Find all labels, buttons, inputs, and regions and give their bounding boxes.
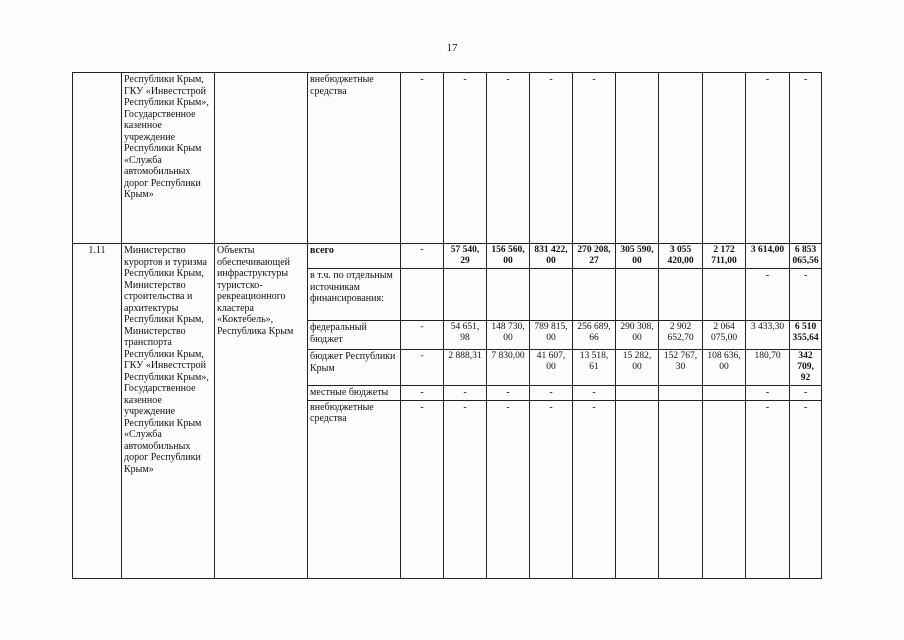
value-cell: - bbox=[401, 386, 444, 401]
value-cell: - bbox=[401, 400, 444, 578]
value-cell bbox=[444, 269, 487, 321]
value-cell bbox=[659, 73, 703, 244]
value-cell: 290 308, 00 bbox=[616, 321, 659, 350]
page-number: 17 bbox=[446, 42, 458, 54]
value-cell: 41 607, 00 bbox=[530, 350, 573, 386]
value-cell: - bbox=[790, 73, 822, 244]
value-cell bbox=[616, 269, 659, 321]
value-cell bbox=[616, 73, 659, 244]
source-cell: бюджет Республики Крым bbox=[308, 350, 401, 386]
value-cell: - bbox=[444, 73, 487, 244]
value-cell: - bbox=[530, 400, 573, 578]
value-cell: - bbox=[487, 73, 530, 244]
row-index-cell: 1.11 bbox=[73, 244, 122, 579]
value-cell: 789 815, 00 bbox=[530, 321, 573, 350]
value-cell: 2 902 652,70 bbox=[659, 321, 703, 350]
value-cell: 305 590, 00 bbox=[616, 244, 659, 269]
value-cell: 3 433,30 bbox=[746, 321, 790, 350]
value-cell: - bbox=[401, 321, 444, 350]
value-cell: 831 422, 00 bbox=[530, 244, 573, 269]
value-cell: 6 510 355,64 bbox=[790, 321, 822, 350]
value-cell: - bbox=[401, 350, 444, 386]
value-cell: 270 208, 27 bbox=[573, 244, 616, 269]
value-cell: 108 636, 00 bbox=[703, 350, 746, 386]
value-cell: - bbox=[444, 386, 487, 401]
value-cell bbox=[659, 400, 703, 578]
source-cell: внебюджетные средства bbox=[308, 400, 401, 578]
value-cell: 152 767, 30 bbox=[659, 350, 703, 386]
value-cell: 7 830,00 bbox=[487, 350, 530, 386]
value-cell: 2 064 075,00 bbox=[703, 321, 746, 350]
value-cell: 3 055 420,00 bbox=[659, 244, 703, 269]
value-cell: - bbox=[530, 386, 573, 401]
value-cell: - bbox=[746, 73, 790, 244]
value-cell: - bbox=[790, 400, 822, 578]
value-cell: - bbox=[790, 386, 822, 401]
object-cell: Объекты обеспечивающей инфраструктуры туристско-рекреационного кластера «Коктебель», Республика Крым bbox=[215, 244, 308, 579]
value-cell: - bbox=[790, 269, 822, 321]
value-cell: 342 709, 92 bbox=[790, 350, 822, 386]
value-cell bbox=[703, 400, 746, 578]
value-cell: - bbox=[444, 400, 487, 578]
value-cell: - bbox=[487, 386, 530, 401]
value-cell: - bbox=[530, 73, 573, 244]
object-cell bbox=[215, 73, 308, 244]
source-cell: федеральный бюджет bbox=[308, 321, 401, 350]
table-row bbox=[73, 73, 822, 244]
value-cell: - bbox=[401, 244, 444, 269]
value-cell: - bbox=[573, 386, 616, 401]
value-cell bbox=[703, 73, 746, 244]
organizations-cell: Министерство курортов и туризма Республики Крым, Министерство строительства и архитектуры Республики Крым, Министерство транспорта Республики Крым, ГКУ «Инвестстрой Республики Крым», Государственное казенное учреждение Республики Крым «Служба автомобильных дорог Республики Крым» bbox=[122, 244, 215, 579]
source-cell: внебюджетные средства bbox=[308, 73, 401, 244]
value-cell: 3 614,00 bbox=[746, 244, 790, 269]
value-cell: - bbox=[746, 400, 790, 578]
row-index-cell bbox=[73, 73, 122, 244]
value-cell: 256 689, 66 bbox=[573, 321, 616, 350]
value-cell bbox=[659, 269, 703, 321]
source-cell: в т.ч. по отдельным источникам финансирования: bbox=[308, 269, 401, 321]
value-cell: 13 518, 61 bbox=[573, 350, 616, 386]
value-cell bbox=[573, 269, 616, 321]
value-cell: - bbox=[401, 73, 444, 244]
value-cell bbox=[530, 269, 573, 321]
value-cell: 2 172 711,00 bbox=[703, 244, 746, 269]
value-cell: 15 282, 00 bbox=[616, 350, 659, 386]
value-cell bbox=[703, 269, 746, 321]
value-cell: 2 888,31 bbox=[444, 350, 487, 386]
value-cell: 6 853 065,56 bbox=[790, 244, 822, 269]
value-cell: - bbox=[573, 400, 616, 578]
value-cell bbox=[659, 386, 703, 401]
value-cell: - bbox=[573, 73, 616, 244]
value-cell: - bbox=[746, 386, 790, 401]
organizations-cell: Республики Крым, ГКУ «Инвестстрой Республики Крым», Государственное казенное учреждение Республики Крым «Служба автомобильных дорог Республики Крым» bbox=[122, 73, 215, 244]
value-cell bbox=[401, 269, 444, 321]
financing-table bbox=[72, 72, 822, 579]
value-cell: 180,70 bbox=[746, 350, 790, 386]
source-cell: всего bbox=[308, 244, 401, 269]
value-cell: 54 651, 98 bbox=[444, 321, 487, 350]
value-cell bbox=[703, 386, 746, 401]
value-cell: - bbox=[746, 269, 790, 321]
value-cell: 156 560, 00 bbox=[487, 244, 530, 269]
value-cell bbox=[487, 269, 530, 321]
value-cell bbox=[616, 386, 659, 401]
value-cell: 57 540, 29 bbox=[444, 244, 487, 269]
table-row bbox=[73, 244, 822, 269]
value-cell: 148 730, 00 bbox=[487, 321, 530, 350]
source-cell: местные бюджеты bbox=[308, 386, 401, 401]
value-cell bbox=[616, 400, 659, 578]
value-cell: - bbox=[487, 400, 530, 578]
